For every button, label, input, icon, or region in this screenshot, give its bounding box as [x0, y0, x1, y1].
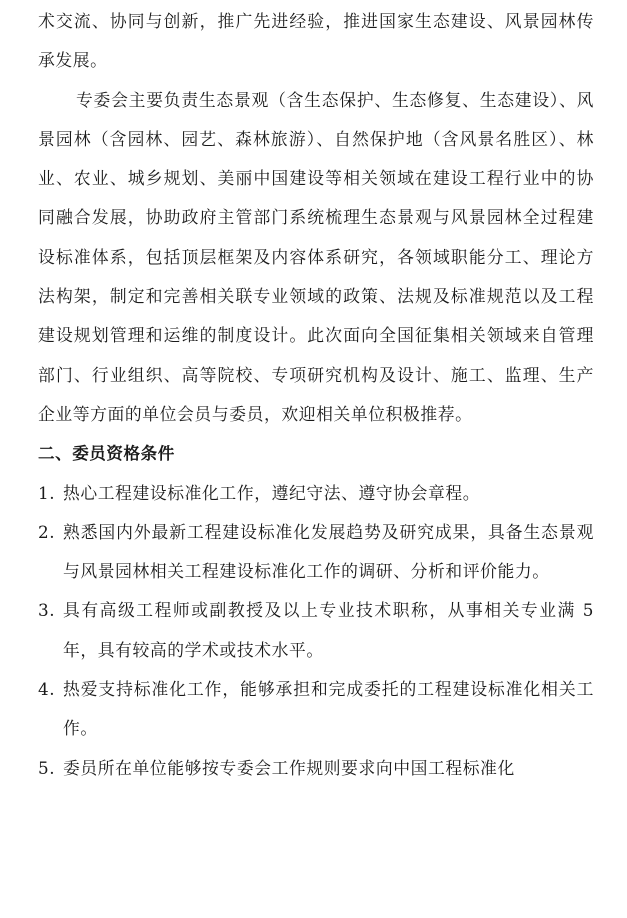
list-item	[38, 591, 594, 670]
section-heading: 二、委员资格条件	[38, 444, 175, 464]
list-item	[38, 513, 594, 592]
list-item	[38, 670, 594, 749]
list-item-text: 熟悉国内外最新工程建设标准化发展趋势及研究成果，具备生态景观与风景园林相关工程建设标准化工作的调研、分析和评价能力。	[63, 521, 594, 582]
document-page	[38, 0, 594, 788]
list-item-text: 委员所在单位能够按专委会工作规则要求向中国工程标准化	[63, 757, 515, 778]
list-item	[38, 474, 594, 513]
list-item-text: 热心工程建设标准化工作，遵纪守法、遵守协会章程。	[63, 482, 481, 503]
list-item-text: 热爱支持标准化工作，能够承担和完成委托的工程建设标准化相关工作。	[63, 679, 594, 739]
list-item-text: 具有高级工程师或副教授及以上专业技术职称，从事相关专业满 5 年，具有较高的学术或技术水平。	[63, 600, 594, 660]
list-item-number: 5.	[38, 757, 56, 778]
list-item-number: 2.	[38, 521, 56, 542]
list-item-number: 3.	[38, 600, 56, 621]
list-item	[38, 749, 594, 788]
paragraph-continuation: 术交流、协同与创新，推广先进经验，推进国家生态建设、风景园林传承发展。	[38, 11, 594, 71]
list-item-number: 4.	[38, 679, 56, 700]
list-item-number: 1.	[38, 482, 56, 503]
paragraph-committee-scope: 专委会主要负责生态景观（含生态保护、生态修复、生态建设）、风景园林（含园林、园艺、森林旅游）、自然保护地（含风景名胜区）、林业、农业、城乡规划、美丽中国建设等相关领域在建设工程行业中的协同融合发展，协助政府主管部门系统梳理生态景观与风景园林全过程建设标准体系，包括顶层框架及内容体系研究，各领域职能分工、理论方法构架，制定和完善相关联专业领域的政策、法规及标准规范以及工程建设规划管理和运维的制度设计。此次面向全国征集相关领域来自管理部门、行业组织、高等院校、专项研究机构及设计、施工、监理、生产企业等方面的单位会员与委员，欢迎相关单位积极推荐。	[38, 89, 594, 424]
